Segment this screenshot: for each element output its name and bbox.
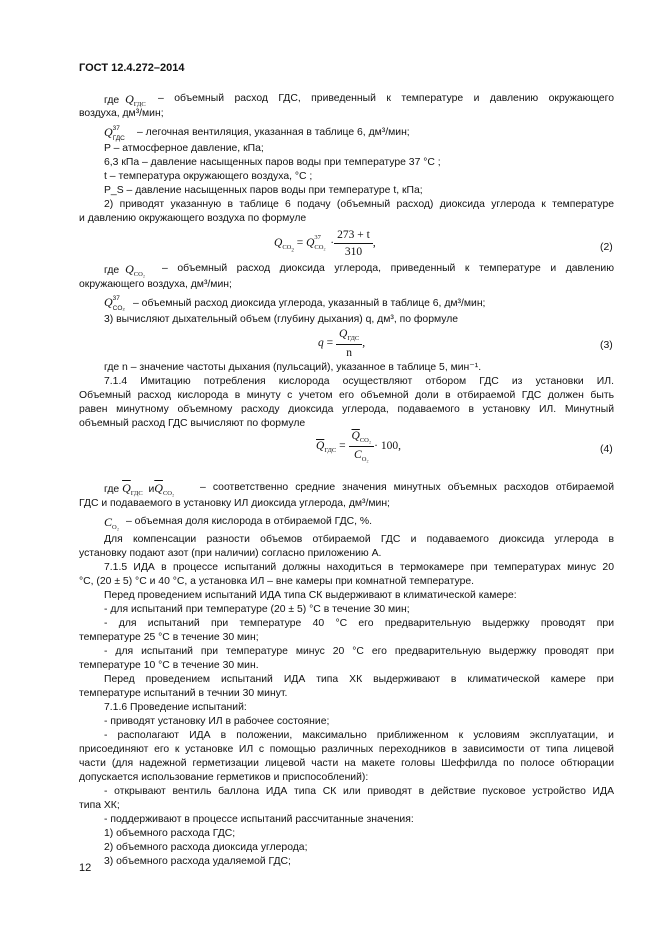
equation-number: (3): [600, 340, 613, 351]
text-line: Перед проведением испытаний ИДА типа ХК выдерживают в климатической камере при: [104, 674, 614, 685]
text-line: P – атмосферное давление, кПа;: [104, 143, 264, 154]
text-line: 6,3 кПа – давление насыщенных паров воды при температуре 37 °С ;: [104, 157, 441, 168]
text-line: - для испытаний при температуре минус 20 °С его предварительную выдержку проводят при: [104, 646, 614, 657]
text-line: объемный расход ГДС вычисляют по формуле: [79, 418, 306, 429]
text-line: где n – значение частоты дыхания (пульсаций), указанное в таблице 5, мин⁻¹.: [104, 362, 482, 373]
text-line: где $\overline{Q}_{ГДС}$ $и\overline{Q}_{CO_2}$: [104, 481, 175, 497]
text-line: – объемный расход диоксида углерода, приведенный к температуре и давлению: [162, 263, 614, 274]
text-line: где $Q_{CO_2}$: [104, 262, 146, 278]
text-line: 2) объемного расхода диоксида углерода;: [104, 842, 308, 853]
text-line: равен минутному объемному расходу диоксида углерода, подаваемого в установку ИЛ. Минутный: [79, 404, 614, 415]
text-line: Q 37 ГДС: [104, 125, 125, 143]
text-line: 7.1.4 Имитацию потребления кислорода осуществляют отбором ГДС из установки ИЛ.: [104, 376, 614, 387]
text-line: - поддерживают в процессе испытаний рассчитанные значения:: [104, 814, 414, 825]
formula-3: q = $\frac{Q_{ГДС}}{n}$ ,: [318, 328, 366, 359]
text-line: - для испытаний при температуре (20 ± 5) °С в течение 30 мин;: [104, 604, 410, 615]
text-line: Q 37 CO₂: [104, 295, 125, 313]
text-line: 1) объемного расхода ГДС;: [104, 828, 236, 839]
text-line: ГДС и подаваемого в установку ИЛ диоксида углерода, дм³/мин;: [79, 498, 390, 509]
equation-number: (4): [600, 444, 613, 455]
text-line: - располагают ИДА в положении, максимально приближенном к условиям эксплуатации, и: [104, 730, 614, 741]
text-line: 7.1.6 Проведение испытаний:: [104, 702, 247, 713]
text-line: – объемный расход диоксида углерода, указанный в таблице 6, дм³/мин;: [133, 298, 486, 309]
text-line: °С, (20 ± 5) °С и 40 °С, а установка ИЛ – вне камеры при комнатной температуре.: [79, 576, 475, 587]
text-line: Перед проведением испытаний ИДА типа СК выдерживают в климатической камере:: [104, 590, 517, 601]
page-number: 12: [79, 862, 92, 874]
text-line: 3) объемного расхода удаляемой ГДС;: [104, 856, 291, 867]
equation-number: (2): [600, 242, 613, 253]
text-line: t – температура окружающего воздуха, °С ;: [104, 171, 313, 182]
text-line: где $Q_{ГДС}$: [104, 92, 146, 108]
text-line: – объемная доля кислорода в отбираемой ГДС, %.: [126, 516, 373, 527]
text-line: P_S – давление насыщенных паров воды при температуре t, кПа;: [104, 185, 423, 196]
document-header: ГОСТ 12.4.272–2014: [79, 62, 185, 74]
text-line: и давлению окружающего воздуха по формуле: [79, 213, 307, 224]
text-line: установку подают азот (при наличии) согласно приложению А.: [79, 548, 382, 559]
text-line: типа ХК;: [79, 800, 120, 811]
text-line: – соответственно средние значения минутных объемных расходов отбираемой: [200, 482, 614, 493]
text-line: 3) вычисляют дыхательный объем (глубину дыхания) q, дм³, по формуле: [104, 314, 459, 325]
formula-2: $Q_{CO_2} = Q$ 37 CO₂ · $\frac{273 + t}{310}$ ,: [274, 229, 376, 258]
text-line: окружающего воздуха, дм³/мин;: [79, 279, 232, 290]
text-line: - для испытаний при температуре 40 °С его предварительную выдержку проводят при: [104, 618, 614, 629]
text-line: температуре 10 °С в течение 30 мин.: [79, 660, 259, 671]
text-line: температуре 25 °С в течение 30 мин;: [79, 632, 259, 643]
text-line: 7.1.5 ИДА в процессе испытаний должны находиться в термокамере при температурах минус 20: [104, 562, 614, 573]
text-line: – объемный расход ГДС, приведенный к температуре и давлению окружающего: [158, 93, 614, 104]
text-line: - открывают вентиль баллона ИДА типа СК или приводят в действие пусковое устройство ИДА: [104, 786, 614, 797]
text-line: воздуха, дм³/мин;: [79, 108, 164, 119]
text-line: $C_{O_2}$: [104, 515, 119, 531]
text-line: - приводят установку ИЛ в рабочее состояние;: [104, 716, 330, 727]
text-line: присоединяют его к установке ИЛ с помощью различных переходников в зависимости от типа лицевой: [79, 744, 614, 755]
text-line: части (для надежной герметизации лицевой части на макете головы Шеффилда по полосе обтюрации: [79, 758, 614, 769]
text-line: температуре испытаний в течнии 30 минут.: [79, 688, 288, 699]
text-line: Для компенсации разности объемов отбираемой ГДС и подаваемого диоксида углерода в: [104, 534, 614, 545]
text-line: 2) приводят указанную в таблице 6 подачу (объемный расход) диоксида углерода к температуре: [104, 199, 614, 210]
formula-4: $\overline{Q}_{ГДС}$ = $\frac{\overline{Q}_{CO_2}}{C_{O_2}}$ · 100,: [316, 430, 401, 463]
text-line: Объемный расход кислорода в минуту с учетом его объемной доли в отбираемой ГДС должен быть: [79, 390, 614, 401]
text-line: допускается использование герметиков и приспособлений):: [79, 772, 369, 783]
text-line: – легочная вентиляция, указанная в таблице 6, дм³/мин;: [137, 127, 410, 138]
